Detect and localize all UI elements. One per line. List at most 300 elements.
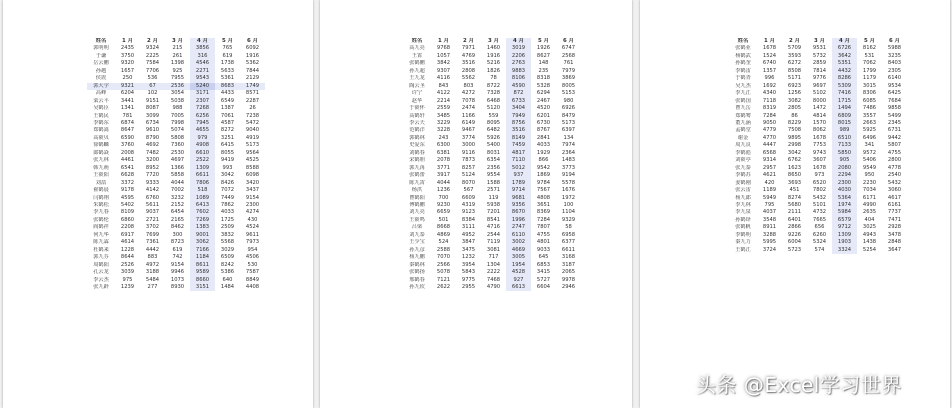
- value-cell: 4506: [245, 254, 260, 261]
- table-row: [87, 239, 265, 246]
- value-cell: 1228: [120, 246, 135, 253]
- value-cell: 3651: [536, 201, 551, 208]
- name-cell: 郭鹤林: [409, 134, 425, 141]
- name-cell: 李鹤彪: [735, 149, 751, 156]
- value-cell: 7468: [486, 276, 501, 283]
- value-cell: 6730: [536, 119, 551, 126]
- name-cell: 刘筱亭: [735, 157, 751, 164]
- value-cell: 9116: [461, 149, 476, 156]
- column-header: 2 月: [462, 38, 475, 44]
- value-cell: 8426: [220, 179, 235, 186]
- value-cell: 5038: [170, 97, 185, 104]
- value-cell: 3954: [461, 261, 476, 268]
- table-row: [87, 232, 265, 239]
- value-cell: 7584: [145, 60, 160, 67]
- table-row: [729, 135, 907, 142]
- value-cell: 8274: [787, 194, 802, 201]
- name-cell: 史爱东: [409, 142, 425, 149]
- value-cell: 3760: [120, 142, 135, 149]
- value-cell: 4461: [120, 157, 135, 164]
- value-cell: 2356: [486, 164, 501, 171]
- value-cell: 3200: [145, 157, 160, 164]
- name-cell: 郑鹤嵩: [93, 127, 109, 134]
- value-cell: 2721: [145, 216, 160, 223]
- value-cell: 501: [438, 216, 449, 223]
- value-cell: 5432: [812, 194, 827, 201]
- column-header: 1 月: [121, 38, 134, 44]
- value-cell: 1089: [190, 195, 215, 202]
- value-cell: 4972: [145, 261, 160, 268]
- value-cell: 58: [565, 224, 572, 231]
- value-cell: 524: [438, 239, 449, 246]
- table-row: [729, 45, 907, 52]
- table-row: [87, 157, 265, 164]
- column-header: 姓名: [411, 38, 423, 44]
- value-cell: 2808: [461, 67, 476, 74]
- name-cell: 栾云平: [93, 97, 109, 104]
- name-cell: 朱鹤松: [93, 201, 109, 208]
- value-cell: 7949: [506, 113, 531, 120]
- value-cell: 954: [247, 246, 258, 253]
- value-cell: 9154: [245, 194, 260, 201]
- value-cell: 4033: [220, 209, 235, 216]
- table-row: [729, 187, 907, 194]
- value-cell: 5432: [887, 179, 902, 186]
- table-row: [87, 83, 265, 90]
- value-cell: 2747: [506, 224, 531, 231]
- value-cell: 8242: [220, 261, 235, 268]
- value-cell: 9946: [170, 269, 185, 276]
- value-cell: 8070: [461, 179, 476, 186]
- value-cell: 5074: [170, 127, 185, 134]
- name-cell: 谢金: [737, 134, 749, 141]
- value-cell: 1184: [190, 254, 215, 261]
- value-cell: 7078: [461, 97, 476, 104]
- value-cell: 7119: [486, 239, 501, 246]
- value-cell: 8272: [220, 127, 235, 134]
- value-cell: 9324: [145, 45, 160, 52]
- value-cell: 2271: [190, 68, 215, 75]
- value-cell: 4908: [190, 142, 215, 149]
- value-cell: 8588: [245, 164, 260, 171]
- value-cell: 6809: [832, 113, 857, 120]
- value-cell: 5472: [245, 119, 260, 126]
- name-cell: 于鹤青: [735, 75, 751, 82]
- value-cell: 6454: [170, 209, 185, 216]
- value-cell: 3235: [887, 52, 902, 59]
- table-row: [403, 135, 581, 142]
- value-cell: 4432: [832, 68, 857, 75]
- value-cell: 5324: [812, 239, 827, 246]
- name-cell: 郎鹤焱: [93, 149, 109, 156]
- table-row: [87, 98, 265, 105]
- table-row: [87, 165, 265, 172]
- value-cell: 6923: [787, 82, 802, 89]
- value-cell: 2800: [887, 157, 902, 164]
- value-cell: 5925: [862, 127, 877, 134]
- name-cell: 郭大宇: [87, 83, 115, 90]
- value-cell: 9681: [506, 195, 531, 202]
- value-cell: 6958: [561, 231, 576, 238]
- value-cell: 2287: [245, 97, 260, 104]
- value-cell: 872: [506, 90, 531, 97]
- value-cell: 8627: [536, 52, 551, 59]
- name-cell: 郭九苒: [409, 164, 425, 171]
- value-cell: 5984: [832, 209, 857, 216]
- value-cell: 1239: [120, 283, 135, 290]
- value-cell: 5362: [245, 60, 260, 67]
- value-cell: 100: [563, 201, 574, 208]
- value-cell: 7862: [220, 201, 235, 208]
- name-cell: 徐鹤麟: [93, 142, 109, 149]
- table-row: [87, 224, 265, 231]
- table-row: [403, 239, 581, 246]
- value-cell: 8062: [812, 127, 827, 134]
- value-cell: 9712: [832, 224, 857, 231]
- value-cell: 5484: [145, 276, 160, 283]
- value-cell: 3516: [506, 127, 531, 134]
- table-row: [729, 232, 907, 239]
- value-cell: 4340: [762, 90, 777, 97]
- value-cell: 1398: [170, 60, 185, 67]
- value-cell: 8403: [887, 60, 902, 67]
- value-cell: 9419: [220, 157, 235, 164]
- value-cell: 1494: [832, 105, 857, 112]
- column-header: 5 月: [863, 38, 876, 44]
- name-cell: 闫鹤翔: [93, 194, 109, 201]
- value-cell: 7753: [812, 142, 827, 149]
- value-cell: 5216: [486, 60, 501, 67]
- value-cell: 656: [814, 224, 825, 231]
- value-cell: 3404: [506, 105, 531, 112]
- value-cell: 420: [764, 179, 775, 186]
- name-cell: 侯震: [95, 75, 107, 82]
- value-cell: 4697: [170, 157, 185, 164]
- value-cell: 7002: [170, 187, 185, 194]
- value-cell: 3774: [461, 134, 476, 141]
- value-cell: 2206: [506, 53, 531, 60]
- value-cell: 6510: [832, 135, 857, 142]
- value-cell: 7684: [887, 97, 902, 104]
- name-cell: 李云天: [409, 119, 425, 126]
- value-cell: 148: [538, 60, 549, 67]
- table-row: [403, 209, 581, 216]
- name-cell: 杨洪: [411, 187, 423, 194]
- value-cell: 8000: [812, 97, 827, 104]
- value-cell: 3099: [145, 112, 160, 119]
- value-cell: 980: [563, 97, 574, 104]
- table-row: [87, 247, 265, 254]
- value-cell: 4142: [145, 187, 160, 194]
- value-cell: 4655: [190, 127, 215, 134]
- value-cell: 2065: [561, 269, 576, 276]
- value-cell: 26: [249, 105, 256, 112]
- value-cell: 1460: [486, 45, 501, 52]
- value-cell: 3847: [461, 239, 476, 246]
- value-cell: 1179: [862, 75, 877, 82]
- value-cell: 5807: [887, 142, 902, 149]
- value-cell: 1903: [832, 239, 857, 246]
- value-cell: 86: [791, 112, 798, 119]
- value-cell: 8790: [145, 134, 160, 141]
- value-cell: 1387: [220, 105, 235, 112]
- value-cell: 6496: [862, 134, 877, 141]
- value-cell: 7945: [190, 120, 215, 127]
- table-row: [87, 209, 265, 216]
- value-cell: 215: [172, 45, 183, 52]
- value-cell: 4116: [436, 75, 451, 82]
- value-cell: 3917: [436, 172, 451, 179]
- value-cell: 2522: [190, 157, 215, 164]
- value-cell: 3062: [190, 239, 215, 246]
- value-cell: 7508: [787, 127, 802, 134]
- value-cell: 7814: [812, 67, 827, 74]
- value-cell: 3647: [887, 246, 902, 253]
- value-cell: 5995: [762, 239, 777, 246]
- value-cell: 6611: [561, 246, 576, 253]
- value-cell: 7284: [762, 112, 777, 119]
- value-cell: 2571: [486, 187, 501, 194]
- value-cell: 3548: [762, 216, 777, 223]
- table-row: [403, 217, 581, 224]
- value-cell: 989: [832, 127, 857, 134]
- name-cell: 李九江: [735, 90, 751, 97]
- value-cell: 7955: [170, 75, 185, 82]
- value-cell: 7268: [190, 105, 215, 112]
- value-cell: 9775: [461, 276, 476, 283]
- value-cell: 1725: [220, 216, 235, 223]
- value-cell: 3025: [862, 224, 877, 231]
- column-header: 5 月: [537, 38, 550, 44]
- value-cell: 2111: [787, 209, 802, 216]
- value-cell: 2635: [862, 209, 877, 216]
- value-cell: 5926: [486, 134, 501, 141]
- value-cell: 8541: [486, 216, 501, 223]
- name-cell: 郑鹤骞: [735, 112, 751, 119]
- table-row: [403, 142, 581, 149]
- value-cell: 7807: [536, 224, 551, 231]
- value-cell: 4590: [506, 83, 531, 90]
- value-cell: 3042: [220, 172, 235, 179]
- table-row: [87, 187, 265, 194]
- value-cell: 3039: [120, 269, 135, 276]
- value-cell: 2566: [436, 261, 451, 268]
- value-cell: 1623: [787, 164, 802, 171]
- column-header: 4 月: [506, 38, 531, 45]
- name-cell: 孙鹤铎: [735, 216, 751, 223]
- name-cell: 李鹤明: [735, 231, 751, 238]
- value-cell: 4990: [862, 201, 877, 208]
- value-cell: 8106: [506, 75, 531, 82]
- name-cell: 曹九岳: [735, 105, 751, 112]
- value-cell: 5843: [461, 269, 476, 276]
- value-cell: 6161: [887, 201, 902, 208]
- print-preview-page-3: [640, 0, 950, 408]
- value-cell: 9001: [190, 232, 215, 239]
- value-cell: 5633: [220, 67, 235, 74]
- value-cell: 3441: [120, 97, 135, 104]
- value-cell: 4779: [762, 127, 777, 134]
- column-header: 6 月: [246, 38, 259, 44]
- value-cell: 1916: [486, 52, 501, 59]
- value-cell: 67: [140, 83, 165, 90]
- value-cell: 1483: [561, 157, 576, 164]
- value-cell: 4614: [120, 239, 135, 246]
- table-row: [87, 172, 265, 179]
- table-row: [403, 90, 581, 97]
- value-cell: 8611: [190, 262, 215, 269]
- value-cell: 3324: [832, 247, 857, 254]
- value-cell: 6917: [120, 231, 135, 238]
- value-cell: 3111: [461, 224, 476, 231]
- value-cell: 9589: [190, 269, 215, 276]
- value-cell: 2955: [461, 283, 476, 290]
- value-cell: 9467: [461, 127, 476, 134]
- value-cell: 5328: [536, 82, 551, 89]
- table-row: [729, 53, 907, 60]
- table-row: [87, 180, 265, 187]
- value-cell: 8650: [787, 172, 802, 179]
- value-cell: 8286: [832, 75, 857, 82]
- value-cell: 5153: [561, 90, 576, 97]
- value-cell: 1974: [832, 202, 857, 209]
- value-cell: 1484: [220, 283, 235, 290]
- value-cell: 988: [172, 105, 183, 112]
- value-cell: 2526: [120, 261, 135, 268]
- name-cell: 郭九芬: [93, 254, 109, 261]
- value-cell: 3771: [436, 164, 451, 171]
- value-cell: 795: [764, 201, 775, 208]
- value-cell: 9572: [862, 149, 877, 156]
- value-cell: 7482: [145, 149, 160, 156]
- table-row: [729, 217, 907, 224]
- value-cell: 2841: [536, 134, 551, 141]
- value-cell: 9784: [536, 179, 551, 186]
- value-cell: 6762: [787, 157, 802, 164]
- value-cell: 9329: [561, 216, 576, 223]
- value-cell: 1916: [245, 52, 260, 59]
- name-cell: 张鹤帆: [735, 224, 751, 231]
- value-cell: 9040: [245, 127, 260, 134]
- value-cell: 5709: [787, 45, 802, 52]
- value-cell: 2622: [436, 283, 451, 290]
- value-cell: 2152: [170, 201, 185, 208]
- value-cell: 5562: [461, 75, 476, 82]
- value-cell: 9895: [787, 134, 802, 141]
- table-row: [729, 247, 907, 254]
- value-cell: 2225: [145, 52, 160, 59]
- value-cell: 2222: [486, 269, 501, 276]
- value-cell: 8930: [170, 283, 185, 290]
- value-cell: 3478: [887, 231, 902, 238]
- table-row: [87, 195, 265, 202]
- value-cell: 3029: [220, 246, 235, 253]
- value-cell: 4617: [887, 194, 902, 201]
- print-preview-page-2: [320, 0, 632, 408]
- value-cell: 6171: [862, 194, 877, 201]
- value-cell: 6747: [561, 45, 576, 52]
- value-cell: 7720: [145, 172, 160, 179]
- value-cell: 905: [832, 157, 857, 164]
- value-cell: 316: [190, 53, 215, 60]
- value-cell: 8229: [787, 119, 802, 126]
- value-cell: 250: [122, 75, 133, 82]
- table-row: [729, 75, 907, 82]
- name-cell: 刘九泰: [409, 231, 425, 238]
- value-cell: 3232: [170, 194, 185, 201]
- value-cell: 1524: [762, 52, 777, 59]
- value-cell: 102: [147, 90, 158, 97]
- value-cell: 4447: [762, 142, 777, 149]
- name-cell: 杨九鹏: [409, 254, 425, 261]
- value-cell: 3251: [220, 134, 235, 141]
- data-table: [403, 38, 581, 291]
- value-cell: 6628: [120, 172, 135, 179]
- value-cell: 9610: [145, 127, 160, 134]
- table-row: [403, 105, 581, 112]
- value-cell: 3420: [245, 179, 260, 186]
- value-cell: 4817: [506, 150, 531, 157]
- name-cell: 曹鹤阳: [409, 194, 425, 201]
- value-cell: 5254: [862, 246, 877, 253]
- value-cell: 7062: [862, 60, 877, 67]
- value-cell: 4621: [762, 172, 777, 179]
- value-cell: 2509: [220, 224, 235, 231]
- table-row: [87, 217, 265, 224]
- value-cell: 4716: [486, 224, 501, 231]
- column-header: 1 月: [763, 38, 776, 44]
- value-cell: 6256: [190, 113, 215, 120]
- name-cell: 高鹤轩: [409, 112, 425, 119]
- value-cell: 761: [563, 60, 574, 67]
- table-row: [87, 68, 265, 75]
- value-cell: 9714: [506, 187, 531, 194]
- name-cell: 王筱鸣: [409, 216, 425, 223]
- value-cell: 9978: [561, 276, 576, 283]
- value-cell: 5727: [536, 276, 551, 283]
- value-cell: 6381: [436, 149, 451, 156]
- value-cell: 4669: [506, 247, 531, 254]
- value-cell: 1826: [486, 67, 501, 74]
- value-cell: 6611: [190, 172, 215, 179]
- table-row: [403, 113, 581, 120]
- value-cell: 3060: [887, 187, 902, 194]
- value-cell: 883: [147, 254, 158, 261]
- column-header: 4 月: [190, 38, 215, 45]
- value-cell: 8087: [145, 105, 160, 112]
- value-cell: 4030: [832, 187, 857, 194]
- name-cell: 孙九钦: [409, 283, 425, 290]
- value-cell: 7166: [190, 247, 215, 254]
- value-cell: 8911: [762, 224, 777, 231]
- table-row: [729, 90, 907, 97]
- value-cell: 5240: [190, 83, 215, 90]
- value-cell: 4869: [436, 231, 451, 238]
- column-header: 6 月: [888, 38, 901, 44]
- value-cell: 1236: [436, 187, 451, 194]
- value-cell: 78: [490, 75, 497, 82]
- value-cell: 6413: [190, 202, 215, 209]
- value-cell: 6098: [245, 172, 260, 179]
- value-cell: 7974: [561, 142, 576, 149]
- value-cell: 3229: [436, 119, 451, 126]
- value-cell: 451: [789, 187, 800, 194]
- value-cell: 1570: [812, 119, 827, 126]
- value-cell: 950: [864, 172, 875, 179]
- value-cell: 7806: [190, 180, 215, 187]
- value-cell: 3082: [787, 97, 802, 104]
- name-cell: 赵华: [411, 97, 423, 104]
